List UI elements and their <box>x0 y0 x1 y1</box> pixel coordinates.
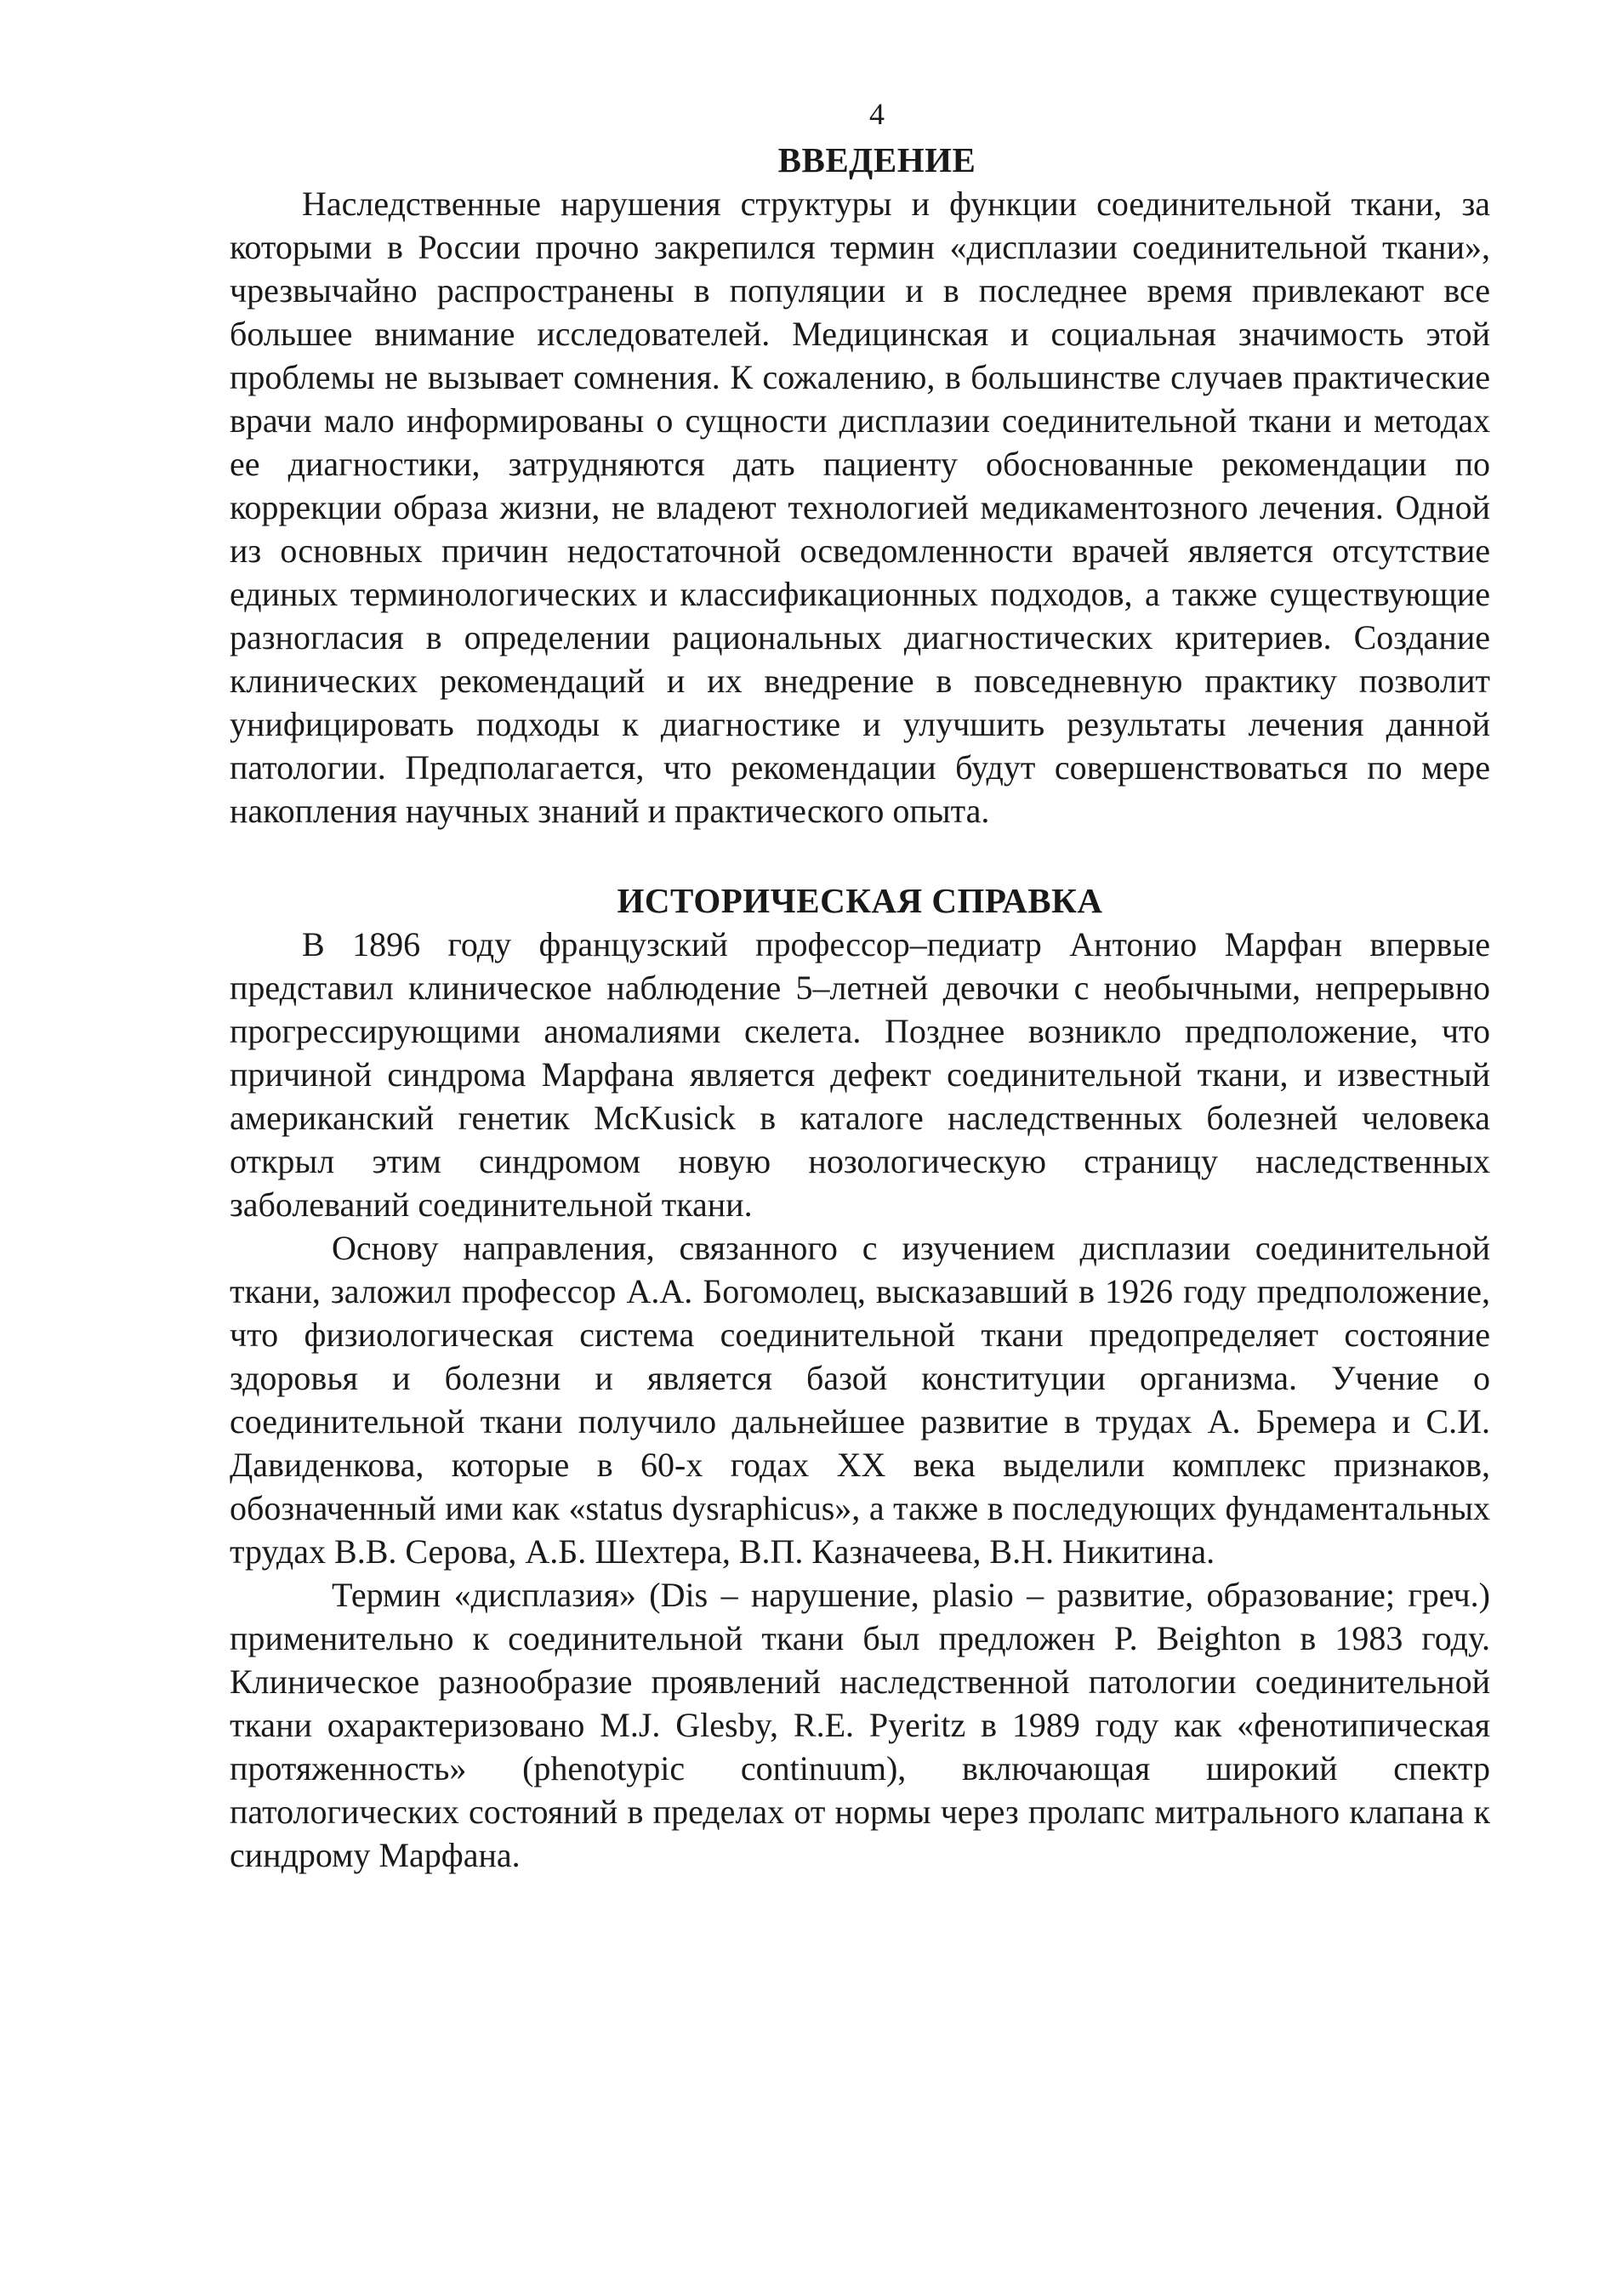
history-paragraph-2: Основу направления, связанного с изучением дисплазии соединительной ткани, заложил профессор А.А. Богомолец, высказавший в 1926 году предположение, что физиологическая система соединительной ткани предопределяет состояние здоровья и болезни и является базой конституции организма. Учение о соединительной ткани получило дальнейшее развитие в трудах А. Бремера и С.И. Давиденкова, которые в 60-х годах XX века выделили комплекс признаков, обозначенный ими как «status dysraphicus», а также в последующих фундаментальных трудах В.В. Серова, А.Б. Шехтера, В.П. Казначеева, В.Н. Никитина. <box>230 1229 1490 1571</box>
document-page <box>230 94 1490 1877</box>
introduction-paragraph: Наследственные нарушения структуры и функции соединительной ткани, за которыми в России прочно закрепился термин «дисплазии соединительной ткани», чрезвычайно распространены в популяции и в последнее время привлекают все большее внимание исследователей. Медицинская и социальная значимость этой проблемы не вызывает сомнения. К сожалению, в большинстве случаев практические врачи мало информированы о сущности дисплазии соединительной ткани и методах ее диагностики, затрудняются дать пациенту обоснованные рекомендации по коррекции образа жизни, не владеют технологией медикаментозного лечения. Одной из основных причин недостаточной осведомленности врачей является отсутствие единых терминологических и классификационных подходов, а также существующие разногласия в определении рациональных диагностических критериев. Создание клинических рекомендаций и их внедрение в повседневную практику позволит унифицировать подходы к диагностике и улучшить результаты лечения данной патологии. Предполагается, что рекомендации будут совершенствоваться по мере накопления научных знаний и практического опыта. <box>230 185 1490 830</box>
history-paragraph-1: В 1896 году французский профессор–педиатр Антонио Марфан впервые представил клиническое наблюдение 5–летней девочки с необычными, непрерывно прогрессирующими аномалиями скелета. Позднее возникло предположение, что причиной синдрома Марфана является дефект соединительной ткани, и известный американский генетик McKusick в каталоге наследственных болезней человека открыл этим синдромом новую нозологическую страницу наследственных заболеваний соединительной ткани. <box>230 925 1490 1224</box>
page-number: 4 <box>869 97 885 131</box>
section-title-introduction: ВВЕДЕНИЕ <box>777 140 976 179</box>
history-paragraph-3: Термин «дисплазия» (Dis – нарушение, plasio – развитие, образование; греч.) применительно к соединительной ткани был предложен P. Beighton в 1983 году. Клиническое разнообразие проявлений наследственной патологии соединительной ткани охарактеризовано M.J. Glesby, R.E. Pyeritz в 1989 году как «фенотипическая протяженность» (phenotypic continuum), включающая широкий спектр патологических состояний в пределах от нормы через пролапс митрального клапана к синдрому Марфана. <box>230 1576 1490 1874</box>
section-title-history: ИСТОРИЧЕСКАЯ СПРАВКА <box>617 881 1103 920</box>
